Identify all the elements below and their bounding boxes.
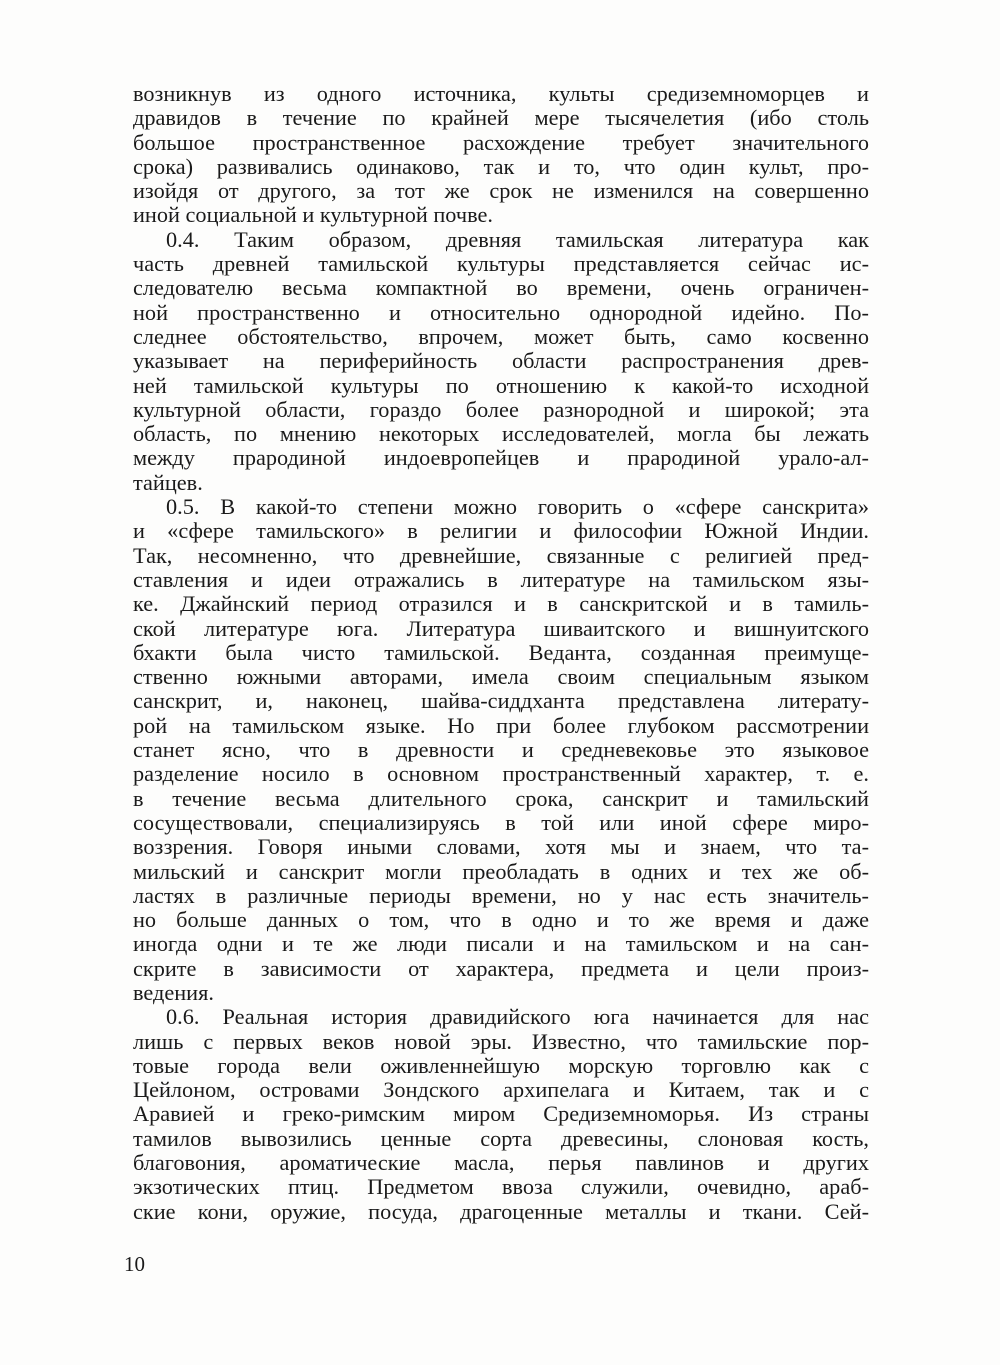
text-line: дравидов в течение по крайней мере тысячелетия (ибо столь: [133, 106, 869, 131]
text-line: ственно южными авторами, имела своим специальным языком: [133, 665, 869, 690]
text-line: 0.6. Реальная история дравидийского юга начинается для нас: [166, 1005, 869, 1030]
text-line: благовония, ароматические масла, перья павлинов и других: [133, 1151, 869, 1176]
text-line: указывает на периферийность области распространения древ-: [133, 349, 869, 374]
text-line: товые города вели оживленнейшую морскую торговлю как с: [133, 1053, 869, 1078]
text-line: часть древней тамильской культуры представляется сейчас ис-: [133, 252, 869, 277]
text-line: Аравией и греко-римским миром Средиземноморья. Из страны: [133, 1102, 869, 1127]
text-line: ские кони, оружие, посуда, драгоценные металлы и ткани. Сей-: [133, 1199, 869, 1224]
text-line: ведения.: [133, 980, 214, 1005]
text-line: между прародиной индоевропейцев и прародиной урало-ал-: [133, 446, 869, 471]
text-line: но больше данных о том, что в одно и то же время и даже: [133, 908, 869, 933]
text-line: иногда одни и те же люди писали и на тамильском и на сан-: [133, 932, 869, 957]
text-line: большое пространственное расхождение требует значительного: [133, 130, 869, 155]
text-line: область, по мнению некоторых исследователей, могла бы лежать: [133, 422, 869, 447]
text-line: лишь с первых веков новой эры. Известно, что тамильские пор-: [133, 1029, 869, 1054]
text-line: 0.4. Таким образом, древняя тамильская литература как: [166, 227, 869, 252]
text-line: Цейлоном, островами Зондского архипелага и Китаем, так и с: [133, 1078, 869, 1103]
text-line: возникнув из одного источника, культы средиземноморцев и: [133, 82, 869, 106]
text-line: экзотических птиц. Предметом ввоза служили, очевидно, араб-: [133, 1175, 869, 1200]
text-line: следнее обстоятельство, впрочем, может быть, само косвенно: [133, 324, 869, 349]
text-line: мильский и санскрит могли преобладать в одних и тех же об-: [133, 859, 869, 884]
text-line: разделение носило в основном пространственный характер, т. е.: [133, 762, 869, 787]
text-line: в течение весьма длительного срока, санскрит и тамильский: [133, 786, 869, 811]
text-line: сосуществовали, специализируясь в той или иной сфере миро-: [133, 810, 869, 835]
text-line: культурной области, гораздо более разнородной и широкой; эта: [133, 397, 869, 422]
text-line: ней тамильской культуры по отношению к какой-то исходной: [133, 373, 869, 398]
text-line: санскрит, и, наконец, шайва-сиддханта представлена литерату-: [133, 689, 869, 714]
text-line: ставления и идеи отражались в литературе на тамильском язы-: [133, 567, 869, 592]
body-text: [133, 82, 869, 1224]
text-line: Так, несомненно, что древнейшие, связанные с религией пред-: [133, 543, 869, 568]
text-line: иной социальной и культурной почве.: [133, 203, 493, 228]
text-line: станет ясно, что в древности и средневековье это языковое: [133, 738, 869, 763]
text-line: ской литературе юга. Литература шиваитского и вишнуитского: [133, 616, 869, 641]
text-line: изойдя от другого, за тот же срок не изменился на совершенно: [133, 179, 869, 204]
text-line: ной пространственно и относительно однородной идейно. По-: [133, 300, 869, 325]
text-line: и «сфере тамильского» в религии и философии Южной Индии.: [133, 519, 869, 544]
page-number: 10: [124, 1252, 145, 1276]
text-line: ке. Джайнский период отразился и в санскритской и в тамиль-: [133, 592, 869, 617]
text-line: срока) развивались одинаково, так и то, что один культ, про-: [133, 154, 869, 179]
text-line: тамилов вывозились ценные сорта древесины, слоновая кость,: [133, 1126, 869, 1151]
text-line: следователю весьма компактной во времени, очень ограничен-: [133, 276, 869, 301]
text-line: рой на тамильском языке. Но при более глубоком рассмотрении: [133, 713, 869, 738]
text-line: тайцев.: [133, 470, 203, 495]
text-line: воззрения. Говоря иными словами, хотя мы и знаем, что та-: [133, 835, 869, 860]
text-line: бхакти была чисто тамильской. Веданта, созданная преимуще-: [133, 640, 869, 665]
text-line: скрите в зависимости от характера, предмета и цели произ-: [133, 956, 869, 981]
text-line: ластях в различные периоды времени, но у нас есть значитель-: [133, 883, 869, 908]
text-line: 0.5. В какой-то степени можно говорить о «сфере санскрита»: [166, 495, 869, 520]
